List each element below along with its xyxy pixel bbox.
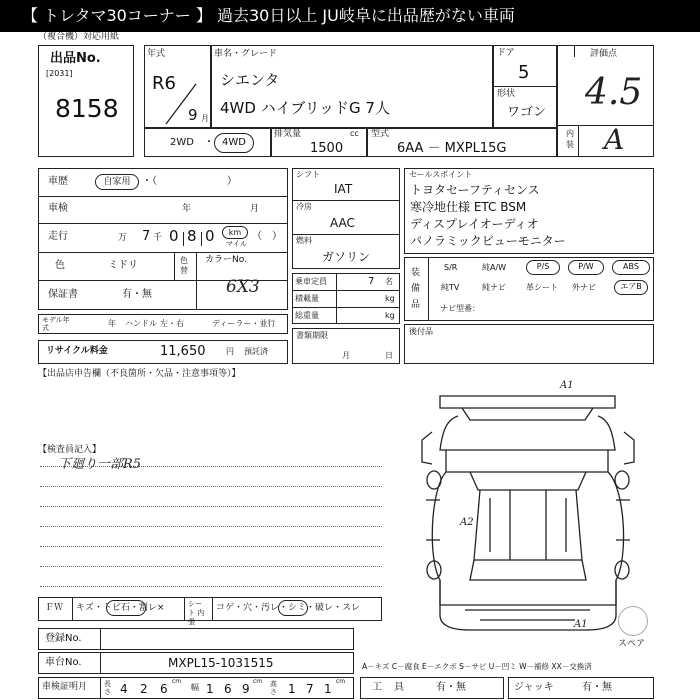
cert-label: 車検証明月 <box>42 682 88 692</box>
mark-bottom: A1 <box>574 619 588 630</box>
handle-label: ハンドル <box>125 319 157 328</box>
spare-label: スペア <box>618 639 646 649</box>
seat-label: シート 内張 <box>188 600 205 626</box>
equip-navi: 純ナビ <box>482 283 506 292</box>
body-value: ワゴン <box>507 105 547 120</box>
color-change-label: 色替 <box>180 256 188 275</box>
fw-options: キズ・トビ石・割レ× <box>76 603 165 613</box>
mileage-paren: （ ） <box>252 231 282 242</box>
car-diagram <box>410 380 646 640</box>
model-label: 型式 <box>371 129 390 139</box>
jack-label: ジャッキ <box>514 682 554 693</box>
seat-options: コゲ・穴・汚レ・シミ・破レ・スレ <box>216 603 361 613</box>
drive-2wd: 2WD <box>170 137 194 148</box>
interior-label: 内装 <box>566 129 574 149</box>
recycle-note: 預託済 <box>244 347 268 356</box>
drive-4wd-circle: 4WD <box>214 133 254 153</box>
equip-pw: P/W <box>568 260 604 275</box>
length-0: 4 <box>120 682 128 696</box>
displacement-label: 排気量 <box>274 129 302 139</box>
year-value: R6 <box>152 73 176 94</box>
drive-separator: ・ <box>204 137 214 148</box>
inspection-year: 年 <box>182 204 192 214</box>
lot-tag: [2031] <box>46 69 73 78</box>
shift-label: シフト <box>296 170 320 179</box>
chassis-value: MXPL15-1031515 <box>168 656 274 670</box>
lot-number: 8158 <box>55 94 119 123</box>
color-no-label: カラーNo. <box>205 255 247 265</box>
history-value: 自家用 <box>95 174 139 190</box>
mileage-sen: 千 <box>153 233 163 243</box>
tools-value: 有・無 <box>436 682 466 693</box>
color-no-value: 6X3 <box>226 277 260 297</box>
name-label: 車名・グレード <box>214 49 278 59</box>
length-2: 6 <box>160 682 168 696</box>
doors-label: ドア <box>497 48 515 58</box>
height-label: 高さ <box>270 680 277 696</box>
history-label: 車歴 <box>48 176 68 187</box>
equip-ps: P/S <box>526 260 560 275</box>
color-label: 色 <box>55 260 65 271</box>
later-box <box>404 324 654 364</box>
ac-label: 冷房 <box>296 202 312 211</box>
length-label: 長さ <box>104 680 111 696</box>
score-label: 評価点 <box>590 49 618 59</box>
width-0: 1 <box>206 682 214 696</box>
banner-text: 【 トレタマ30コーナー 】 過去30日以上 JU岐阜に出品歴がない車両 <box>22 6 515 25</box>
equip-airbag: エアB <box>614 280 648 295</box>
inspection-label: 車検 <box>48 203 68 214</box>
weight-label: 総重量 <box>295 311 319 320</box>
year-label: 年式 <box>147 49 166 59</box>
fuel-label: 燃料 <box>296 236 312 245</box>
grade: 4WD ハイブリッドG 7人 <box>220 99 390 117</box>
dealer-label: ディーラー・並行 <box>212 319 276 328</box>
mileage-digit-2: 0 <box>205 227 215 245</box>
car-name: シエンタ <box>220 71 280 89</box>
load-unit: kg <box>385 294 395 303</box>
warranty-label: 保証書 <box>48 289 78 300</box>
jack-value: 有・無 <box>582 682 612 693</box>
sales-point-4: パノラミックビューモニター <box>410 234 566 248</box>
capacity-unit: 名 <box>385 277 393 286</box>
height-0: 1 <box>288 682 296 696</box>
model-year-label: モデル年式 <box>42 316 70 332</box>
sales-point-3: ディスプレイオーディオ <box>410 217 539 231</box>
handle-value: 左・右 <box>160 319 184 328</box>
sales-label: セールスポイント <box>409 170 473 179</box>
mileage-digit-0: 0 <box>169 227 179 245</box>
mileage-digit1: 7 <box>142 229 151 244</box>
month-value: 9 <box>188 106 198 124</box>
length-unit: cm <box>172 678 182 685</box>
equip-label: 装備品 <box>411 268 421 310</box>
history-rest: ・（ ） <box>142 176 237 187</box>
chassis-label: 車台No. <box>45 657 82 668</box>
equip-abs: ABS <box>612 260 650 275</box>
width-1: 6 <box>224 682 232 696</box>
recycle-label: リサイクル料金 <box>46 346 108 356</box>
inspector-note: 下廻り一部R5 <box>58 457 142 472</box>
displacement-value: 1500 <box>310 141 344 156</box>
length-1: 2 <box>140 682 148 696</box>
color-value: ミドリ <box>108 260 138 271</box>
body-label: 形状 <box>497 89 516 99</box>
seat-circle <box>278 600 308 616</box>
mileage-label: 走行 <box>48 231 68 242</box>
equip-tv: 純TV <box>441 283 460 292</box>
docs-month: 月 <box>342 351 350 360</box>
height-2: 1 <box>324 682 332 696</box>
interior-value: A <box>604 123 625 156</box>
shift-value: IAT <box>334 182 353 196</box>
fw-circle <box>106 600 146 616</box>
ac-value: AAC <box>330 216 355 230</box>
mark-side: A2 <box>460 517 474 528</box>
sales-point-1: トヨタセーフティセンス <box>410 183 540 197</box>
width-unit: cm <box>253 678 263 685</box>
sales-point-2: 寒冷地仕様 ETC BSM <box>410 200 527 214</box>
doors-value: 5 <box>518 62 530 83</box>
tools-label: 工具 <box>372 682 416 693</box>
height-1: 7 <box>306 682 314 696</box>
docs-label: 書類期限 <box>296 331 328 340</box>
reg-label: 登録No. <box>45 633 82 644</box>
mileage-km: km <box>222 226 248 239</box>
model-value: 6AA － MXPL15G <box>397 141 507 156</box>
equip-sr: S/R <box>444 263 458 272</box>
navi-label: ナビ型番： <box>440 304 480 313</box>
mark-top: A1 <box>560 380 574 391</box>
equip-ext-navi: 外ナビ <box>572 283 596 292</box>
model-year-unit: 年 <box>108 319 116 328</box>
fuel-value: ガソリン <box>322 250 371 264</box>
reg-row <box>38 628 354 650</box>
form-note: （複合機）対応用紙 <box>38 32 120 42</box>
legend: A－キズ C－腐食 E－エクボ S－サビ U－凹ミ W－補修 XX－交換済 <box>362 662 592 671</box>
inspector-label: 【検査員記入】 <box>38 445 102 455</box>
capacity-label: 乗車定員 <box>295 277 327 286</box>
seller-note: 【出品店申告欄（不良箇所・欠品・注意事項等）】 <box>38 369 241 379</box>
recycle-unit: 円 <box>226 347 234 356</box>
width-2: 9 <box>242 682 250 696</box>
mileage-mile: マイル <box>226 240 247 248</box>
month-unit: 月 <box>201 114 209 123</box>
recycle-value: 11,650 <box>160 344 206 359</box>
inspection-month: 月 <box>250 204 260 214</box>
docs-day: 日 <box>385 351 393 360</box>
warranty-value: 有・無 <box>122 289 152 300</box>
load-label: 積載量 <box>295 294 319 303</box>
weight-unit: kg <box>385 311 395 320</box>
equip-alloy: 純A/W <box>482 263 507 272</box>
height-unit: cm <box>336 678 346 685</box>
lot-label: 出品No. <box>50 51 101 66</box>
fw-label: ＦＷ <box>45 603 64 613</box>
equip-leather: 革シート <box>526 283 558 292</box>
capacity-value: 7 <box>368 276 375 287</box>
mileage-digit-1: 8 <box>187 227 197 245</box>
width-label: 幅 <box>191 683 199 692</box>
later-label: 後付品 <box>409 327 433 336</box>
spare-circle <box>618 606 648 636</box>
mileage-man: 万 <box>118 233 128 243</box>
displacement-unit: cc <box>350 129 359 138</box>
score-value: 4.5 <box>585 72 643 113</box>
